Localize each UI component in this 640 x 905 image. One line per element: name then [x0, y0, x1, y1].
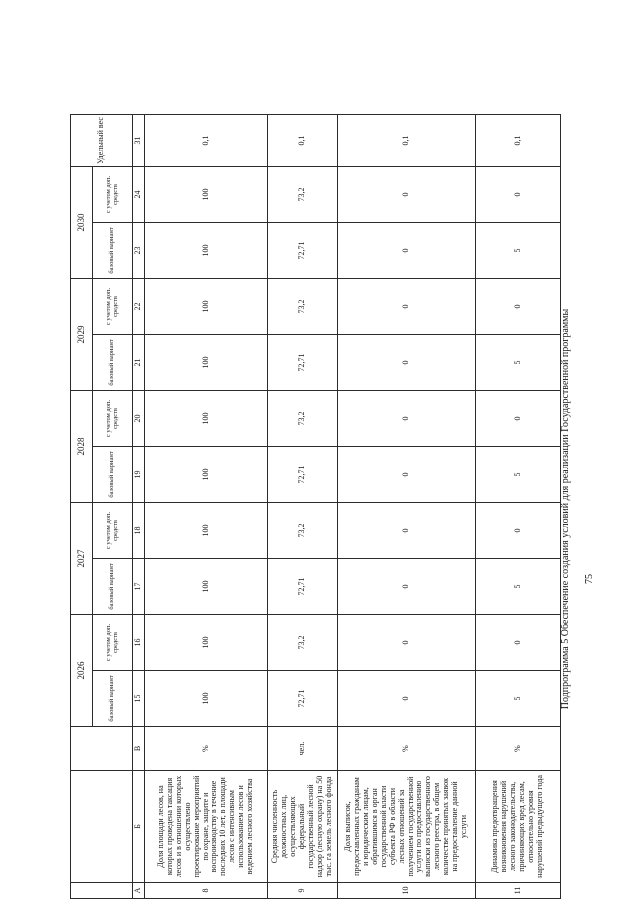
colnum-weight: 31: [133, 115, 145, 167]
value-cell: 72,71: [268, 447, 338, 503]
page-number: 75: [584, 574, 595, 584]
header-year-2030: 2030: [71, 167, 93, 279]
colnum-24: 24: [133, 167, 145, 223]
colnum-b: Б: [133, 771, 145, 883]
header-weight: Удельный вес: [71, 115, 133, 167]
value-cell: 0: [476, 615, 561, 671]
header-extra-2029: с учетом доп. средств: [93, 279, 133, 335]
table-row: [476, 115, 561, 899]
row-weight: 0,1: [476, 115, 561, 167]
colnum-c: В: [133, 727, 145, 771]
value-cell: 0: [476, 503, 561, 559]
header-year-2028: 2028: [71, 391, 93, 503]
row-weight: 0,1: [338, 115, 476, 167]
row-description: Доля выписок, предоставленных гражданам и юридическим лицам, обратившимся в орган государственной власти субъекта РФ в области лесных отношений за получением государственной услуги по предоставлению выписки из государственного лесного реестра, в общем количестве принятых заявок на предоставление данной услуги: [338, 771, 476, 883]
header-year-2027: 2027: [71, 503, 93, 615]
header-col-b: [71, 771, 133, 883]
value-cell: 0: [476, 167, 561, 223]
row-description: Доля площади лесов, на которых проведена таксация лесов и в отношении которых осуществлено проектирование мероприятий по охране, защите и воспроизводству в течение последних 10 лет, в площади лесов с интенсивным использованием лесов и ведением лесного хозяйства: [145, 771, 268, 883]
value-cell: 100: [145, 503, 268, 559]
indicator-table: [70, 114, 561, 899]
table-row: [268, 115, 338, 899]
value-cell: 0: [338, 167, 476, 223]
value-cell: 100: [145, 447, 268, 503]
row-number: 10: [338, 883, 476, 899]
row-number: 9: [268, 883, 338, 899]
value-cell: 0: [338, 223, 476, 279]
header-extra-2030: с учетом доп. средств: [93, 167, 133, 223]
header-year-2029: 2029: [71, 279, 93, 391]
header-base-2030: базовый вариант: [93, 223, 133, 279]
value-cell: 0: [476, 391, 561, 447]
row-number: 8: [145, 883, 268, 899]
colnum-18: 18: [133, 503, 145, 559]
header-extra-2026: с учетом доп. средств: [93, 615, 133, 671]
value-cell: 0: [338, 279, 476, 335]
value-cell: 0: [338, 671, 476, 727]
row-number: 11: [476, 883, 561, 899]
value-cell: 5: [476, 447, 561, 503]
value-cell: 73,2: [268, 391, 338, 447]
row-unit: %: [145, 727, 268, 771]
column-number-row: [133, 115, 145, 899]
value-cell: 73,2: [268, 167, 338, 223]
colnum-21: 21: [133, 335, 145, 391]
value-cell: 0: [338, 391, 476, 447]
value-cell: 5: [476, 335, 561, 391]
row-description: Динамика предотвращения возникновения нарушений лесного законодательства, причиняющих вред лесам, относительно уровня нарушений предыдущего года: [476, 771, 561, 883]
value-cell: 0: [338, 503, 476, 559]
value-cell: 73,2: [268, 615, 338, 671]
value-cell: 72,71: [268, 671, 338, 727]
header-extra-2027: с учетом доп. средств: [93, 503, 133, 559]
row-weight: 0,1: [145, 115, 268, 167]
value-cell: 73,2: [268, 279, 338, 335]
row-unit: %: [338, 727, 476, 771]
row-weight: 0,1: [268, 115, 338, 167]
row-unit: %: [476, 727, 561, 771]
header-extra-2028: с учетом доп. средств: [93, 391, 133, 447]
colnum-16: 16: [133, 615, 145, 671]
value-cell: 100: [145, 223, 268, 279]
row-unit: чел.: [268, 727, 338, 771]
value-cell: 100: [145, 615, 268, 671]
value-cell: 5: [476, 223, 561, 279]
value-cell: 5: [476, 559, 561, 615]
value-cell: 0: [338, 447, 476, 503]
value-cell: 100: [145, 167, 268, 223]
header-year-2026: 2026: [71, 615, 93, 727]
value-cell: 72,71: [268, 223, 338, 279]
header-col-a: [71, 883, 133, 899]
value-cell: 0: [338, 335, 476, 391]
value-cell: 100: [145, 279, 268, 335]
colnum-22: 22: [133, 279, 145, 335]
value-cell: 0: [338, 559, 476, 615]
colnum-23: 23: [133, 223, 145, 279]
colnum-20: 20: [133, 391, 145, 447]
header-base-2026: базовый вариант: [93, 671, 133, 727]
value-cell: 72,71: [268, 559, 338, 615]
value-cell: 100: [145, 391, 268, 447]
value-cell: 0: [476, 279, 561, 335]
colnum-19: 19: [133, 447, 145, 503]
value-cell: 73,2: [268, 503, 338, 559]
value-cell: 100: [145, 671, 268, 727]
value-cell: 100: [145, 559, 268, 615]
colnum-17: 17: [133, 559, 145, 615]
colnum-15: 15: [133, 671, 145, 727]
value-cell: 5: [476, 671, 561, 727]
value-cell: 0: [338, 615, 476, 671]
table-row: [338, 115, 476, 899]
subprogram-caption: Подпрограмма 5 Обеспечение создания условий для реализации Государственной программы: [560, 308, 571, 710]
header-base-2029: базовый вариант: [93, 335, 133, 391]
header-row-years: [71, 115, 93, 899]
header-col-c: [71, 727, 133, 771]
row-description: Средняя численность должностных лиц, осуществляющих федеральный государственный лесной надзор (лесную охрану) на 50 тыс. га земель лесного фонда: [268, 771, 338, 883]
value-cell: 100: [145, 335, 268, 391]
colnum-a: А: [133, 883, 145, 899]
table-row: [145, 115, 268, 899]
header-base-2028: базовый вариант: [93, 447, 133, 503]
header-base-2027: базовый вариант: [93, 559, 133, 615]
value-cell: 72,71: [268, 335, 338, 391]
